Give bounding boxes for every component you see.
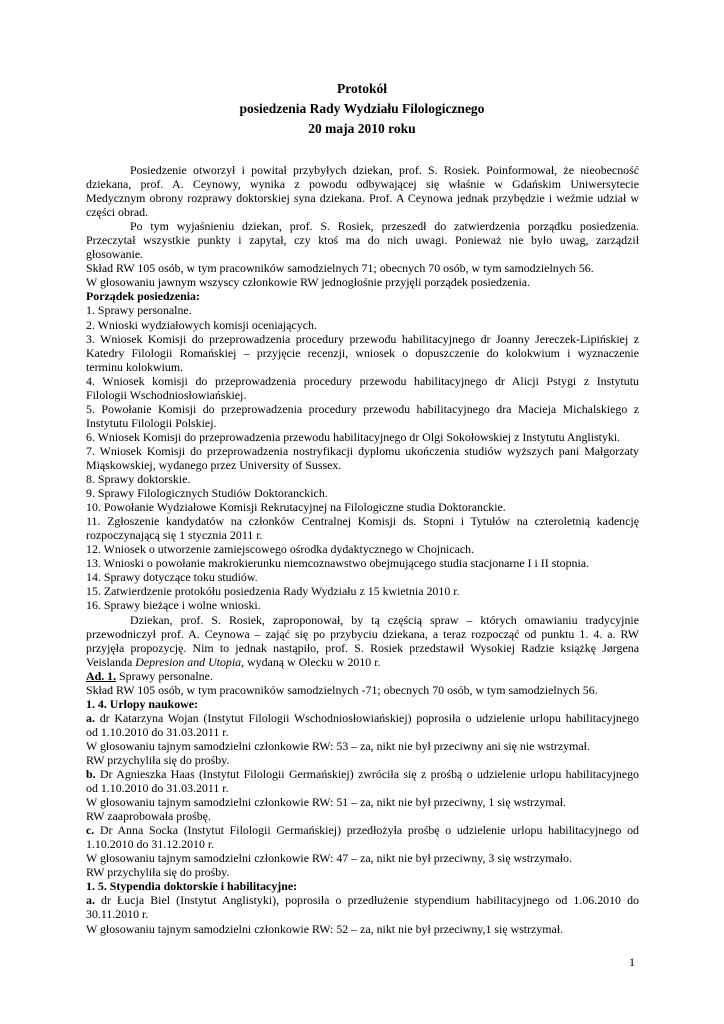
text-line: Posiedzenie otworzył i powitał przybyłych dziekan, prof. S. Rosiek. Poinformował, że nieobecność — [130, 163, 639, 177]
agenda-item: 7. Wniosek Komisji do przeprowadzenia nostryfikacji dyplomu ukończenia studiów wyższych pani Małgorzaty — [86, 443, 639, 458]
section-heading-ad1 — [86, 669, 639, 683]
section-heading-agenda: Porządek posiedzenia: — [86, 289, 200, 304]
vote-result: W głosowaniu tajnym samodzielni członkowie RW: 51 – za, nikt nie był przeciwny, 1 się wstrzymał. — [86, 795, 567, 810]
text-line: RW przychyliła się do prośby. — [86, 865, 230, 880]
text-span: Dr Agnieszka Haas (Instytut Filologii Germańskiej) zwróciła się z prośbą o udzielenie urlopu habilitacyjnego — [95, 767, 639, 782]
text-line: od 1.10.2010 do 31.03.2011 r. — [86, 781, 229, 796]
agenda-item: 14. Sprawy dotyczące toku studiów. — [86, 570, 258, 585]
text-line — [86, 655, 639, 669]
text-line: dziekana, prof. A. Ceynowy, wynika z powodu odbywającej się właśnie w Gdańskim Uniwersytecie — [86, 177, 639, 192]
text-line: Dziekan, prof. S. Rosiek, zaproponował, by tą częścią spraw – których omawianiu tradycyjnie — [130, 612, 639, 627]
item-letter: c. — [86, 823, 95, 838]
item-letter: a. — [86, 710, 95, 725]
text-line: głosowanie. — [86, 247, 144, 262]
vote-result: W głosowaniu tajnym samodzielni członkowie RW: 53 – za, nikt nie był przeciwny ani się nie wstrzymał. — [86, 738, 590, 753]
text-line: Przeczytał wszystkie punkty i zapytał, czy ktoś ma do nich uwagi. Ponieważ nie było uwag, zarządził — [86, 233, 639, 248]
agenda-item: 9. Sprawy Filologicznych Studiów Doktoranckich. — [86, 486, 328, 501]
text-span: dr Łucja Biel (Instytut Anglistyki), poprosiła o przedłużenie stypendium habilitacyjnego od 1.06.2010 do — [94, 893, 639, 908]
agenda-item: 6. Wniosek Komisji do przeprowadzenia przewodu habilitacyjnego dr Olgi Sokołowskiej z Instytutu Anglistyki. — [86, 429, 621, 444]
book-title: Depresion and Utopia — [135, 654, 242, 669]
text-line — [86, 823, 639, 837]
page-number: 1 — [629, 955, 635, 969]
text-line: od 1.10.2010 do 31.03.2011 r. — [86, 724, 229, 739]
agenda-item: 3. Wniosek Komisji do przeprowadzenia procedury przewodu habilitacyjnego dr Joanny Jereczek-Lipińskiej z — [86, 331, 639, 346]
document-date: 20 maja 2010 roku — [308, 121, 416, 136]
text-span: , wydaną w Olecku w 2010 r. — [241, 654, 381, 669]
text-line: W głosowaniu jawnym wszyscy członkowie RW jednogłośnie przyjęli porządek posiedzenia. — [86, 275, 531, 290]
agenda-item-continued: Instytutu Filologii Polskiej. — [86, 415, 217, 430]
agenda-item: 2. Wnioski wydziałowych komisji oceniających. — [86, 317, 317, 332]
agenda-item-continued: Katedry Filologii Romańskiej – przyjęcie recenzji, wniosek o dopuszczenie do kolokwium i wyznaczenie — [86, 345, 639, 360]
section-heading-scholarships: 1. 5. Stypendia doktorskie i habilitacyjne: — [86, 879, 298, 894]
text-line: przewodniczył prof. A. Ceynowa – zająć się po przybyciu dziekana, a teraz rozpocząć od punktu 1. 4. a. RW — [86, 626, 639, 641]
agenda-item: 5. Powołanie Komisji do przeprowadzenia procedury przewodu habilitacyjnego dra Macieja Michalskiego z — [86, 401, 639, 416]
agenda-item: 10. Powołanie Wydziałowe Komisji Rekrutacyjnej na Filologiczne studia Doktoranckie. — [86, 500, 506, 515]
text-line: RW przychyliła się do prośby. — [86, 752, 230, 767]
item-letter: b. — [86, 767, 96, 782]
agenda-item: 11. Zgłoszenie kandydatów na członków Centralnej Komisji ds. Stopni i Tytułów na czteroletnią kadencję — [86, 514, 639, 529]
agenda-item: 13. Wnioski o powołanie makrokierunku niemcoznawstwo obejmującego studia stacjonarne I i II stopnia. — [86, 556, 590, 571]
vote-result: W głosowaniu tajnym samodzielni członkowie RW: 52 – za, nikt nie był przeciwny,1 się wstrzymał. — [86, 921, 564, 936]
text-line: 30.11.2010 r. — [86, 907, 149, 922]
document-body — [86, 163, 639, 936]
text-line: przyjęła propozycję. Nim to jednak nastąpiło, prof. S. Rosiek przedstawił Wysokiej Radzie książkę Jørgena — [86, 640, 639, 655]
text-line — [86, 711, 639, 725]
text-line — [86, 893, 639, 907]
document-title: Protokół — [337, 81, 387, 96]
text-line — [86, 767, 639, 781]
agenda-item: 1. Sprawy personalne. — [86, 303, 192, 318]
agenda-item: 15. Zatwierdzenie protokółu posiedzenia Rady Wydziału z 15 kwietnia 2010 r. — [86, 584, 460, 599]
text-line: części obrad. — [86, 205, 149, 220]
agenda-item-continued: Filologii Wschodniosłowiańskiej. — [86, 387, 247, 402]
text-line: Po tym wyjaśnieniu dziekan, prof. S. Rosiek, przeszedł do zatwierdzenia porządku posiedzenia. — [130, 219, 639, 234]
text-span: dr Katarzyna Wojan (Instytut Filologii Wschodniosłowiańskiej) poprosiła o udzielenie urlopu habilitacyjnego — [94, 710, 639, 725]
section-heading-leave: 1. 4. Urlopy naukowe: — [86, 696, 198, 711]
agenda-item-continued: terminu kolokwium. — [86, 359, 184, 374]
text-span: Veislanda — [86, 654, 136, 669]
agenda-item-continued: Miąskowskiej, wydanego przez University of Sussex. — [86, 457, 342, 472]
text-line: Skład RW 105 osób, w tym pracowników samodzielnych 71; obecnych 70 osób, w tym samodzielnych 56. — [86, 261, 594, 276]
text-line: 1.10.2010 do 31.12.2010 r. — [86, 837, 215, 852]
text-line: RW zaaprobowała prośbę. — [86, 809, 211, 824]
text-span: Dr Anna Socka (Instytut Filologii Germańskiej) przedłożyła prośbę o udzielenie urlopu habilitacyjnego od — [94, 823, 639, 838]
ad-label: Ad. 1. — [86, 668, 117, 683]
item-letter: a. — [86, 893, 95, 908]
vote-result: W głosowaniu tajnym samodzielni członkowie RW: 47 – za, nikt nie był przeciwny, 3 się wstrzymało. — [86, 851, 572, 866]
agenda-item-continued: rozpoczynającą się 1 stycznia 2011 r. — [86, 528, 263, 543]
agenda-item: 12. Wniosek o utworzenie zamiejscowego ośrodka dydaktycznego w Chojnicach. — [86, 542, 475, 557]
agenda-item: 8. Sprawy doktorskie. — [86, 472, 191, 487]
agenda-item: 16. Sprawy bieżące i wolne wnioski. — [86, 598, 261, 613]
ad-title: Sprawy personalne. — [116, 668, 213, 683]
document-subtitle: posiedzenia Rady Wydziału Filologicznego — [239, 101, 485, 116]
agenda-item: 4. Wniosek komisji do przeprowadzenia procedury przewodu habilitacyjnego dr Alicji Pstygi z Instytutu — [86, 373, 639, 388]
text-line: Skład RW 105 osób, w tym pracowników samodzielnych -71; obecnych 70 osób, w tym samodzielnych 56. — [86, 682, 598, 697]
text-line: Medycznym obrony rozprawy doktorskiej syna dziekana. Prof. A Ceynowa jednak przybędzie i weźmie udział w — [86, 191, 639, 206]
